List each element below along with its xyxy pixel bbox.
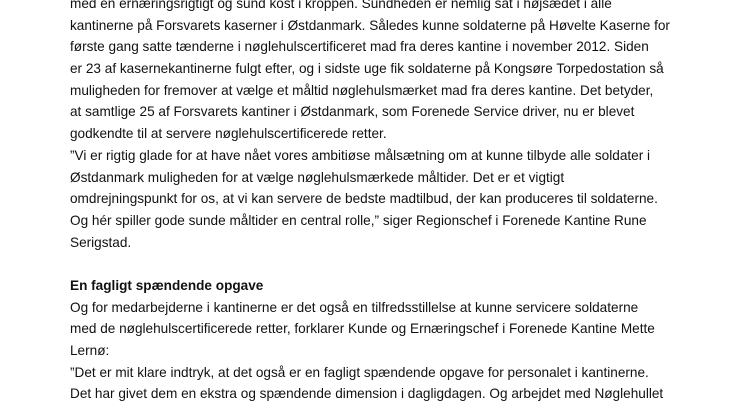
text-line: at samtlige 25 af Forsvarets kantiner i Østdanmark, som Forenede Service driver, nu er blevet	[70, 104, 635, 120]
text-line: Og for medarbejderne i kantinerne er det også en tilfredsstillelse at kunne servicere soldaterne	[70, 299, 639, 315]
text-line: første gang satte tænderne i nøglehulscertificeret mad fra deres kantine i november 2012. Siden	[70, 39, 649, 55]
quote-line: Og hér spiller gode sunde måltider en central rolle,” siger Regionschef i Forenede Kantine Rune	[70, 212, 647, 228]
document-body	[70, 0, 720, 405]
quote-line: ”Det er mit klare indtryk, at det også er en fagligt spændende opgave for personalet i kantinerne.	[70, 364, 649, 380]
quote-line: ”Vi er rigtig glade for at have nået vores ambitiøse målsætning om at kunne tilbyde alle soldater i	[70, 147, 651, 163]
text-line: er 23 af kasernekantinerne fulgt efter, og i sidste uge fik soldaterne på Kongsøre Torpedostation så	[70, 61, 664, 77]
text-line: med en ernæringsrigtigt og sund kost i kroppen. Sundheden er nemlig sat i højsædet i alle	[70, 0, 612, 11]
text-line: muligheden for fremover at vælge et måltid nøglehulsmærket mad fra deres kantine. Det betyder,	[70, 82, 654, 98]
section-heading: En fagligt spændende opgave	[70, 277, 264, 293]
text-line: Lernø:	[70, 343, 110, 358]
text-line: med de nøglehulscertificerede retter, forklarer Kunde og Ernæringschef i Forenede Kantine Mette	[70, 321, 655, 337]
quote-line: Det har givet dem en ekstra og spændende dimension i dagligdagen. Og arbejdet med Nøglehullet	[70, 386, 664, 402]
quote-line: Østdanmark muligheden for at vælge nøglehulsmærkede måltider. Det er et vigtigt	[70, 169, 565, 185]
paragraph-spacer	[70, 253, 720, 275]
text-line: godkendte til at servere nøglehulscertificerede retter.	[70, 126, 387, 142]
text-line: kantinerne på Forsvarets kaserner i Østdanmark. Således kunne soldaterne på Høvelte Kaserne for	[70, 17, 670, 33]
quote-line: Serigstad.	[70, 234, 132, 250]
quote-line: omdrejningspunkt for os, at vi kan servere de bedste madtilbud, der kan produceres til soldaterne.	[70, 191, 658, 207]
